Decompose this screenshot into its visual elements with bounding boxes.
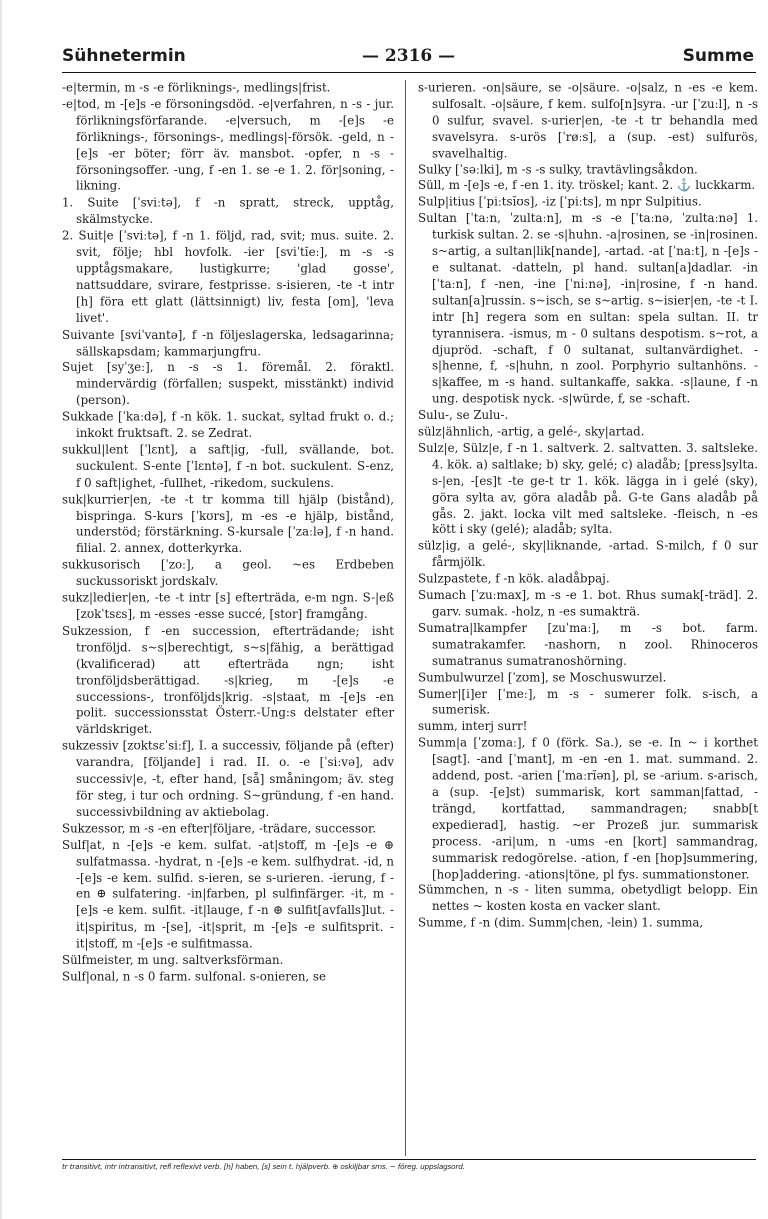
dictionary-entry: Suivante [sviˈvantə], f -n följeslagerska, ledsagarinna; sällskapsdam; kammarjungfru. bbox=[62, 326, 394, 358]
dictionary-entry: Summe, f -n (dim. Summ|chen, -lein) 1. summa, bbox=[418, 915, 704, 930]
dictionary-entry: sukkusorisch [ˈzoː], a geol. ~es Erdbeben suckussoriskt jordskalv. bbox=[62, 557, 394, 589]
left-column-text bbox=[62, 80, 394, 985]
dictionary-entry: Sulky [ˈsəːlki], m -s -s sulky, travtävlingsåkdon. bbox=[418, 161, 698, 177]
dictionary-entry: sülz|ig, a gelé-, sky|liknande, -artad. S-milch, f 0 sur fårmjölk. bbox=[418, 538, 758, 570]
dictionary-entry: Sultan [ˈtaːn, ˈzultaːn], m -s -e [ˈtaːnə, ˈzultaːnə] 1. turkisk sultan. 2. se -s|huhn. -a|rosinen, se -in|rosinen. s~artig, a sultan|lik[nande], -artad. -at [ˈnaːt], n -[e]s -e sultanat. -datteln, pl hand. sultan[a]dadlar. -in [ˈtaːn], f -nen, -ine [ˈniːnə], -in|rosine, f -n hand. sultan[a]russin. s~isch, se s~artig. s~isier|en, -te -t I. intr [h] regera som en sultan: spela sultan. II. tr tyrannisera. -ismus, m - 0 sultans despotism. s~rot, a djupröd. -schaft, f 0 sultanat, sultanvärdighet. -s|henne, f, -s|huhn, n zool. Porphyrio sultanhöns. -s|kaffee, m -s hand. sultankaffe, sakka. -s|laune, f -n ung. despotisk nyck. -s|würde, f, se -schaft. bbox=[418, 211, 758, 406]
dictionary-entry: Sulp|itius [ˈpiːtsĭʊs], -iz [ˈpiːts], m npr Sulpitius. bbox=[418, 194, 702, 210]
dictionary-entry: 2. Suit|e [ˈsviːtə], f -n 1. följd, rad, svit; mus. suite. 2. svit, följe; hbl hovfolk. -ier [sviˈtĭeː], m -s -s upptågsmakare, lustigkurre; 'glad gosse', nattsuddare, svirare, festprisse. s-isieren, -te -t intr [h] föra ett glatt (lättsinnigt) liv, festa [om], 'leva livet'. bbox=[62, 228, 394, 325]
dictionary-entry: Sulu-, se Zulu-. bbox=[418, 407, 509, 423]
dictionary-entry: Sukzessor, m -s -en efter|följare, -trädare, successor. bbox=[62, 820, 377, 836]
page-number: — 2316 — bbox=[362, 46, 456, 66]
dictionary-entry: Sulf|at, n -[e]s -e kem. sulfat. -at|stoff, m -[e]s -e ⊕ sulfatmassa. -hydrat, n -[e]s -e kem. sulfhydrat. -id, n -[e]s -e kem. sulfid. s-ieren, se s-urieren. -ierung, f -en ⊕ sulfatering. -in|farben, pl sulfinfärger. -it, m -[e]s -e kem. sulfit. -it|lauge, f -n ⊕ sulfit[avfalls]lut. -it|spiritus, m -[se], -it|sprit, m -[e]s -e sulfitsprit. -it|stoff, m -[e]s -e sulfitmassa. bbox=[62, 837, 394, 951]
dictionary-entry: summ, interj surr! bbox=[418, 718, 528, 734]
header-right-term: Summe bbox=[682, 46, 754, 66]
abbreviation-footer: tr transitivt, intr intransitivt, refl reflexivt verb. [h] haben, [s] sein t. hjälpverb. ⊕ oskiljbar sms. ~ föreg. uppslagsord. bbox=[62, 1162, 465, 1171]
dictionary-entry: Süll, m -[e]s -e, f -en 1. ity. tröskel; kant. 2. ⚓ luckkarm. bbox=[418, 178, 756, 193]
header-left-term: Sühnetermin bbox=[62, 46, 186, 66]
dictionary-entry: Sujet [syˈʒeː], n -s -s 1. föremål. 2. föraktl. mindervärdig (förfallen; suspekt, misstänkt) individ (person). bbox=[62, 359, 394, 408]
dictionary-entry: suk|kurrier|en, -te -t tr komma till hjälp (bistånd), bispringa. S-kurs [ˈkʊrs], m -es -e hjälp, bistånd, understöd; förstärkning. S-kursale [ˈzaːlə], f -n hand. filial. 2. annex, dotterkyrka. bbox=[62, 491, 394, 556]
dictionary-entry: Sumer|[i]er [ˈmeː], m -s - sumerer folk. s-isch, a sumerisk. bbox=[418, 686, 758, 717]
dictionary-entry: Summ|a [ˈzʊmaː], f 0 (förk. Sa.), se -e. In ~ i korthet [sagt]. -and [ˈmant], m -en -en 1. mat. summand. 2. addend, post. -arien [ˈmaːrĭən], pl, se -arium. s-arisch, a (sup. -[e]st) summarisk, kort samman|fattad, -trängd, kortfattad, sammandragen; snabb[t expedierad], hastig. ~er Prozeß jur. summarisk process. -ari|um, n -ums -en [kort] sammandrag, summarisk redogörelse. -ation, f -en [hop]summering, [hop]addering. -ations|töne, pl fys. summationstoner. bbox=[418, 735, 758, 881]
dictionary-entry: Sukkade [ˈkaːdə], f -n kök. 1. suckat, syltad frukt o. d.; inkokt fruktsaft. 2. se Zedrat. bbox=[62, 409, 394, 441]
column-divider bbox=[405, 80, 406, 1156]
dictionary-entry: Sulzpastete, f -n kök. aladåbpaj. bbox=[418, 571, 610, 586]
dictionary-entry: sukkul|lent [ˈlɛnt], a saft|ig, -full, svällande, bot. suckulent. S-ente [ˈlɛntə], f -n bot. suckulent. S-enz, f 0 saft|ighet, -fullhet, -rikedom, suckulens. bbox=[62, 442, 394, 490]
left-column bbox=[62, 80, 394, 1156]
right-column bbox=[418, 80, 758, 1156]
dictionary-entry: sukzessiv [zʊktsɛˈsiːf], I. a successiv, följande på (efter) varandra, [följande] i rad. II. o. -e [ˈsiːvə], adv successiv|e, -t, efter hand, [så] småningom; äv. steg för steg, i tur och ordning. S~gründung, f -en hand. successivbildning av aktiebolag. bbox=[62, 738, 394, 819]
dictionary-entry: Sumatra|lkampfer [zuˈmaː], m -s bot. farm. sumatrakamfer. -nashorn, n zool. Rhinoceros sumatranus sumatranoshörning. bbox=[418, 620, 758, 668]
dictionary-entry: 1. Suite [ˈsviːtə], f -n spratt, streck, upptåg, skälmstycke. bbox=[62, 195, 394, 227]
dictionary-entry: sülz|ähnlich, -artig, a gelé-, sky|artad. bbox=[418, 424, 645, 439]
page-header bbox=[62, 38, 756, 73]
dictionary-entry: sukz|ledier|en, -te -t intr [s] efterträda, e-m ngn. S-|eß [zʊkˈtsɛs], m -esses -esse succé, [stor] framgång. bbox=[62, 590, 394, 622]
dictionary-entry: -e|tod, m -[e]s -e försoningsdöd. -e|verfahren, n -s - jur. förlikningsförfarande. -e|versuch, m -[e]s -e förliknings-, försonings-, medlings|-försök. -geld, n -[e]s -er böter; förr äv. mansbot. -opfer, n -s - försoningsoffer. -ung, f -en 1. se -e 1. 2. för|soning, -likning. bbox=[62, 96, 394, 194]
dictionary-entry: -e|termin, m -s -e förliknings-, medlings|frist. bbox=[62, 80, 331, 95]
dictionary-entry: s-urieren. -on|säure, se -o|säure. -o|salz, n -es -e kem. sulfosalt. -o|säure, f kem. sulfo[n]syra. -ur [ˈzuːl], n -s 0 sulfur, svavel. s-urier|en, -te -t tr behandla med svavelsyra. s-urös [ˈrøːs], a (sup. -est) sulfurös, svavelhaltig. bbox=[418, 80, 758, 160]
right-column-text bbox=[418, 80, 758, 932]
dictionary-entry: Sümmchen, n -s - liten summa, obetydligt belopp. Ein nettes ~ kosten kosta en vacker slant. bbox=[418, 882, 758, 914]
dictionary-entry: Sukzession, f -en succession, efterträdande; isht tronföljd. s~s|berechtigt, s~s|fähig, a berättigad (kvalificerad) att efterträda ngn; isht tronföljdsberättigad. -s|krieg, m -[e]s -e successions-, tronföljds|krig. -s|staat, m -[e]s -en polit. successionsstat Österr.-Ung:s delstater efter världskriget. bbox=[62, 623, 394, 737]
dictionary-entry: Sumach [ˈzuːmax], m -s -e 1. bot. Rhus sumak[-träd]. 2. garv. sumak. -holz, n -es sumakträ. bbox=[418, 587, 758, 619]
dictionary-entry: Sumbulwurzel [ˈzʊm], se Moschuswurzel. bbox=[418, 669, 667, 685]
dictionary-entry: Sulf|onal, n -s 0 farm. sulfonal. s-onieren, se bbox=[62, 969, 326, 984]
footer-rule bbox=[62, 1159, 756, 1160]
dictionary-entry: Sulz|e, Sülz|e, f -n 1. saltverk. 2. saltvatten. 3. saltsleke. 4. kök. a) saltlake; b) sky, gelé; c) aladåb; [press]sylta. s-|en, -[es]t -te ge-t tr 1. kök. lägga in i gelé (sky), göra sylta av, göra aladåb på. G-te Gans aladåb på gås. 2. jakt. locka vilt med saltsleke. -fleisch, n -es kött i sky (gelé); aladåb; sylta. bbox=[418, 440, 758, 537]
page-edge-shadow bbox=[0, 0, 2, 1219]
dictionary-entry: Sülfmeister, m ung. saltverksförman. bbox=[62, 952, 284, 968]
